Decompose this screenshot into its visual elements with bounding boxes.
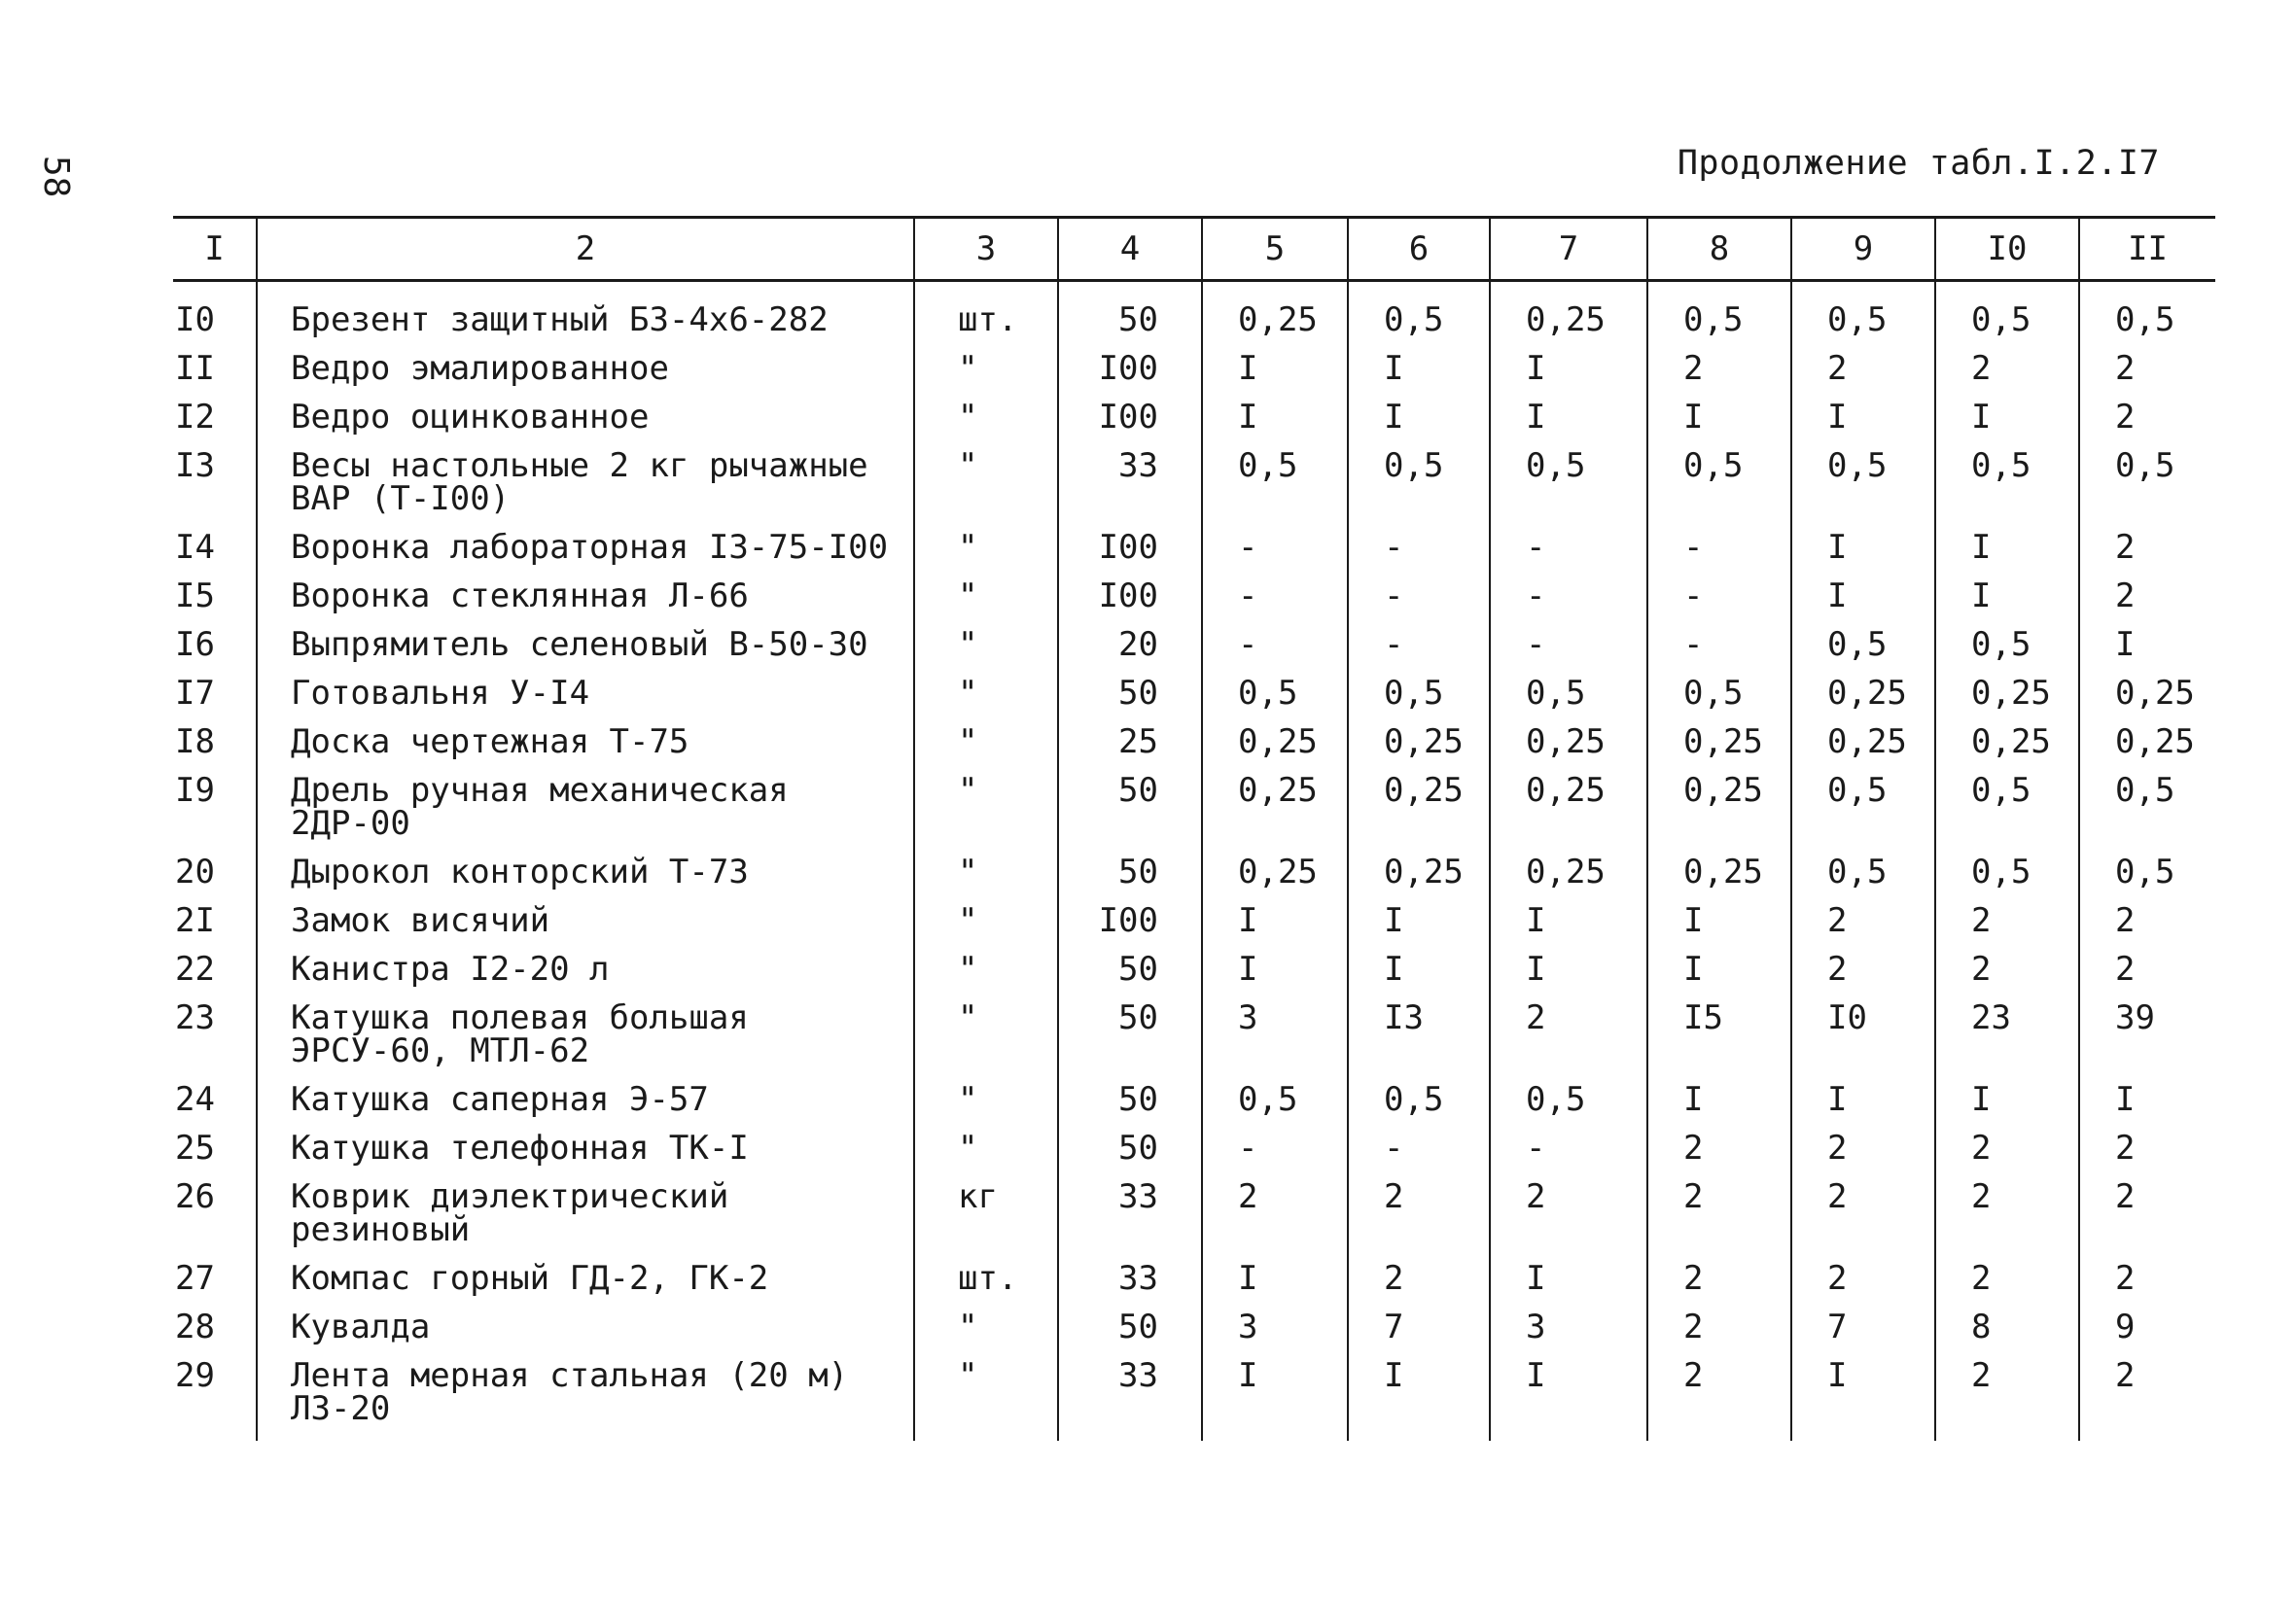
norm-col-8: 2 [1647, 1359, 1791, 1441]
row-number: 26 [175, 1177, 215, 1216]
norm-col-10: I [1935, 401, 2079, 449]
row-number: I9 [175, 771, 215, 810]
item-name: Воронка стеклянная Л-66 [257, 579, 914, 628]
norm-col-8: 2 [1647, 352, 1791, 401]
norm-col-6: - [1348, 579, 1490, 628]
table-row [173, 1310, 2215, 1359]
norm-col-7: - [1490, 531, 1647, 579]
unit: " [914, 1132, 1058, 1180]
norm-col-9: I [1791, 531, 1935, 579]
norm-col-8: 2 [1647, 1132, 1791, 1180]
norm-col-9: 2 [1791, 1132, 1935, 1180]
quantity: I00 [1058, 904, 1202, 953]
norm-col-5: - [1202, 579, 1348, 628]
unit: " [914, 725, 1058, 774]
norm-col-11: 0,5 [2079, 774, 2215, 856]
norm-col-7: - [1490, 628, 1647, 677]
row-number: I2 [175, 398, 215, 437]
norm-col-10: 2 [1935, 1132, 2079, 1180]
norm-col-10: 0,25 [1935, 725, 2079, 774]
norm-col-10: 8 [1935, 1310, 2079, 1359]
norm-col-7: I [1490, 1359, 1647, 1441]
row-number: 20 [175, 853, 215, 891]
norm-col-7: I [1490, 1262, 1647, 1310]
norm-col-6: 0,25 [1348, 774, 1490, 856]
item-name: Ведро эмалированное [257, 352, 914, 401]
row-number: 24 [175, 1080, 215, 1119]
norm-col-10: 0,25 [1935, 677, 2079, 725]
norm-col-9: I [1791, 1083, 1935, 1132]
norm-col-11: 2 [2079, 1180, 2215, 1262]
item-name: Лента мерная стальная (20 м) ЛЗ-20 [257, 1359, 914, 1441]
norm-col-6: 0,5 [1348, 449, 1490, 531]
item-name: Весы настольные 2 кг рычажные ВАР (Т-I00) [257, 449, 914, 531]
norm-col-8: 2 [1647, 1262, 1791, 1310]
norm-col-5: 0,5 [1202, 677, 1348, 725]
item-name: Готовальня У-I4 [257, 677, 914, 725]
quantity: I00 [1058, 579, 1202, 628]
item-name: Дрель ручная механическая 2ДР-00 [257, 774, 914, 856]
norm-col-9: 0,5 [1791, 281, 1935, 353]
norm-col-6: 0,25 [1348, 725, 1490, 774]
table-row [173, 1262, 2215, 1310]
table-row [173, 725, 2215, 774]
norm-col-5: 0,25 [1202, 725, 1348, 774]
norm-col-8: - [1647, 628, 1791, 677]
norm-col-5: I [1202, 953, 1348, 1001]
item-name: Брезент защитный БЗ-4х6-282 [257, 281, 914, 353]
table-row [173, 401, 2215, 449]
norm-col-10: 23 [1935, 1001, 2079, 1083]
norm-col-5: I [1202, 401, 1348, 449]
item-name: Коврик диэлектрический резиновый [257, 1180, 914, 1262]
column-header-9: 9 [1791, 218, 1935, 281]
row-number: I5 [175, 576, 215, 615]
table-row [173, 531, 2215, 579]
row-number: I6 [175, 625, 215, 664]
norm-col-11: 2 [2079, 1359, 2215, 1441]
table-row [173, 677, 2215, 725]
table-body [173, 281, 2215, 1442]
norm-col-11: 2 [2079, 1262, 2215, 1310]
norm-col-7: I [1490, 904, 1647, 953]
quantity: 25 [1058, 725, 1202, 774]
column-header-4: 4 [1058, 218, 1202, 281]
quantity: 50 [1058, 1132, 1202, 1180]
norm-col-7: I [1490, 401, 1647, 449]
norm-col-10: 0,5 [1935, 449, 2079, 531]
norm-col-6: - [1348, 628, 1490, 677]
norm-col-8: I [1647, 1083, 1791, 1132]
unit: " [914, 531, 1058, 579]
row-number: 25 [175, 1129, 215, 1168]
row-number: 28 [175, 1308, 215, 1346]
item-name: Дырокол конторский Т-73 [257, 856, 914, 904]
norm-col-5: I [1202, 352, 1348, 401]
norm-col-6: 7 [1348, 1310, 1490, 1359]
norm-col-7: 2 [1490, 1001, 1647, 1083]
norm-col-5: 2 [1202, 1180, 1348, 1262]
unit: " [914, 904, 1058, 953]
norm-col-10: 0,5 [1935, 281, 2079, 353]
norm-col-11: I [2079, 628, 2215, 677]
norm-col-6: I3 [1348, 1001, 1490, 1083]
norm-col-7: 3 [1490, 1310, 1647, 1359]
unit: " [914, 628, 1058, 677]
row-number: I7 [175, 674, 215, 713]
norm-col-8: 0,5 [1647, 281, 1791, 353]
quantity: 50 [1058, 774, 1202, 856]
norm-col-6: 0,25 [1348, 856, 1490, 904]
norm-col-5: I [1202, 904, 1348, 953]
table-row [173, 774, 2215, 856]
norm-col-10: 0,5 [1935, 856, 2079, 904]
norm-col-9: I [1791, 401, 1935, 449]
norm-col-11: I [2079, 1083, 2215, 1132]
norm-col-11: 2 [2079, 579, 2215, 628]
row-number: 2I [175, 901, 215, 940]
norm-col-11: 2 [2079, 953, 2215, 1001]
quantity: 50 [1058, 1001, 1202, 1083]
norm-col-10: 2 [1935, 1262, 2079, 1310]
equipment-table-container [173, 216, 2215, 1441]
quantity: 50 [1058, 1083, 1202, 1132]
unit: " [914, 401, 1058, 449]
norm-col-9: 2 [1791, 1262, 1935, 1310]
norm-col-5: I [1202, 1262, 1348, 1310]
unit: шт. [914, 1262, 1058, 1310]
norm-col-10: 2 [1935, 352, 2079, 401]
norm-col-7: 0,25 [1490, 856, 1647, 904]
norm-col-6: 0,5 [1348, 1083, 1490, 1132]
norm-col-9: I [1791, 579, 1935, 628]
norm-col-11: 0,5 [2079, 856, 2215, 904]
table-row [173, 1180, 2215, 1262]
norm-col-5: 0,25 [1202, 856, 1348, 904]
unit: " [914, 1359, 1058, 1441]
norm-col-8: 2 [1647, 1180, 1791, 1262]
norm-col-7: 0,5 [1490, 677, 1647, 725]
norm-col-8: 0,25 [1647, 774, 1791, 856]
norm-col-7: I [1490, 352, 1647, 401]
header-row [173, 218, 2215, 281]
norm-col-11: 9 [2079, 1310, 2215, 1359]
norm-col-8: - [1647, 531, 1791, 579]
unit: " [914, 953, 1058, 1001]
quantity: 50 [1058, 677, 1202, 725]
column-header-11: II [2079, 218, 2215, 281]
quantity: 50 [1058, 1310, 1202, 1359]
norm-col-7: 0,5 [1490, 449, 1647, 531]
norm-col-9: I [1791, 1359, 1935, 1441]
row-number: I0 [175, 300, 215, 339]
unit: " [914, 579, 1058, 628]
norm-col-6: 2 [1348, 1262, 1490, 1310]
table-row [173, 579, 2215, 628]
table-row [173, 449, 2215, 531]
table-row [173, 628, 2215, 677]
unit: " [914, 1310, 1058, 1359]
item-name: Катушка телефонная ТК-I [257, 1132, 914, 1180]
norm-col-6: - [1348, 531, 1490, 579]
norm-col-10: 2 [1935, 1180, 2079, 1262]
table-row [173, 856, 2215, 904]
norm-col-5: - [1202, 531, 1348, 579]
norm-col-7: 2 [1490, 1180, 1647, 1262]
norm-col-10: 0,5 [1935, 774, 2079, 856]
unit: " [914, 856, 1058, 904]
norm-col-5: 3 [1202, 1310, 1348, 1359]
quantity: 33 [1058, 449, 1202, 531]
norm-col-10: I [1935, 579, 2079, 628]
row-number: I3 [175, 446, 215, 485]
column-header-8: 8 [1647, 218, 1791, 281]
norm-col-6: - [1348, 1132, 1490, 1180]
norm-col-8: 0,25 [1647, 856, 1791, 904]
row-number: 23 [175, 998, 215, 1037]
item-name: Компас горный ГД-2, ГК-2 [257, 1262, 914, 1310]
item-name: Выпрямитель селеновый В-50-30 [257, 628, 914, 677]
norm-col-6: 2 [1348, 1180, 1490, 1262]
norm-col-6: 0,5 [1348, 281, 1490, 353]
column-header-3: 3 [914, 218, 1058, 281]
norm-col-10: I [1935, 531, 2079, 579]
unit: " [914, 352, 1058, 401]
norm-col-8: 0,25 [1647, 725, 1791, 774]
table-row [173, 1359, 2215, 1441]
column-header-7: 7 [1490, 218, 1647, 281]
norm-col-11: 0,25 [2079, 677, 2215, 725]
unit: " [914, 1001, 1058, 1083]
unit: кг [914, 1180, 1058, 1262]
column-header-6: 6 [1348, 218, 1490, 281]
norm-col-9: 0,25 [1791, 725, 1935, 774]
unit: " [914, 1083, 1058, 1132]
norm-col-11: 2 [2079, 1132, 2215, 1180]
item-name: Катушка полевая большая ЭРСУ-60, МТЛ-62 [257, 1001, 914, 1083]
norm-col-8: 0,5 [1647, 677, 1791, 725]
norm-col-6: I [1348, 401, 1490, 449]
item-name: Канистра I2-20 л [257, 953, 914, 1001]
unit: шт. [914, 281, 1058, 353]
norm-col-9: I0 [1791, 1001, 1935, 1083]
row-number: 22 [175, 950, 215, 989]
unit: " [914, 449, 1058, 531]
page-number: 58 [36, 156, 76, 198]
norm-col-6: I [1348, 904, 1490, 953]
table-row [173, 953, 2215, 1001]
table-row [173, 281, 2215, 353]
quantity: I00 [1058, 352, 1202, 401]
quantity: 33 [1058, 1262, 1202, 1310]
norm-col-9: 0,5 [1791, 449, 1935, 531]
column-header-10: I0 [1935, 218, 2079, 281]
quantity: 33 [1058, 1359, 1202, 1441]
column-header-1: I [173, 218, 257, 281]
norm-col-8: 0,5 [1647, 449, 1791, 531]
norm-col-5: I [1202, 1359, 1348, 1441]
norm-col-7: 0,25 [1490, 281, 1647, 353]
quantity: I00 [1058, 401, 1202, 449]
item-name: Кувалда [257, 1310, 914, 1359]
quantity: 50 [1058, 953, 1202, 1001]
item-name: Катушка саперная Э-57 [257, 1083, 914, 1132]
item-name: Доска чертежная Т-75 [257, 725, 914, 774]
norm-col-11: 0,25 [2079, 725, 2215, 774]
norm-col-7: 0,25 [1490, 774, 1647, 856]
norm-col-11: 2 [2079, 904, 2215, 953]
norm-col-9: 2 [1791, 352, 1935, 401]
norm-col-8: I [1647, 953, 1791, 1001]
norm-col-11: 39 [2079, 1001, 2215, 1083]
norm-col-6: I [1348, 352, 1490, 401]
column-header-5: 5 [1202, 218, 1348, 281]
table-row [173, 1083, 2215, 1132]
norm-col-5: - [1202, 628, 1348, 677]
row-number: I8 [175, 722, 215, 761]
column-header-2: 2 [257, 218, 914, 281]
norm-col-6: I [1348, 953, 1490, 1001]
norm-col-5: 0,25 [1202, 774, 1348, 856]
norm-col-7: 0,25 [1490, 725, 1647, 774]
norm-col-8: 2 [1647, 1310, 1791, 1359]
table-row [173, 1132, 2215, 1180]
norm-col-8: - [1647, 579, 1791, 628]
quantity: I00 [1058, 531, 1202, 579]
norm-col-9: 2 [1791, 953, 1935, 1001]
item-name: Воронка лабораторная I3-75-I00 [257, 531, 914, 579]
norm-col-7: - [1490, 579, 1647, 628]
quantity: 20 [1058, 628, 1202, 677]
norm-col-8: I [1647, 904, 1791, 953]
norm-col-5: 0,5 [1202, 1083, 1348, 1132]
unit: " [914, 774, 1058, 856]
norm-col-6: 0,5 [1348, 677, 1490, 725]
norm-col-9: 2 [1791, 904, 1935, 953]
equipment-table [173, 216, 2215, 1441]
item-name: Замок висячий [257, 904, 914, 953]
item-name: Ведро оцинкованное [257, 401, 914, 449]
norm-col-8: I [1647, 401, 1791, 449]
table-row [173, 904, 2215, 953]
norm-col-5: 0,5 [1202, 449, 1348, 531]
norm-col-10: 0,5 [1935, 628, 2079, 677]
norm-col-5: - [1202, 1132, 1348, 1180]
norm-col-11: 0,5 [2079, 281, 2215, 353]
norm-col-9: 0,5 [1791, 628, 1935, 677]
norm-col-7: 0,5 [1490, 1083, 1647, 1132]
norm-col-9: 0,25 [1791, 677, 1935, 725]
norm-col-10: 2 [1935, 904, 2079, 953]
norm-col-5: 0,25 [1202, 281, 1348, 353]
row-number: 27 [175, 1259, 215, 1298]
norm-col-11: 2 [2079, 401, 2215, 449]
row-number: I4 [175, 528, 215, 567]
norm-col-9: 7 [1791, 1310, 1935, 1359]
norm-col-9: 0,5 [1791, 856, 1935, 904]
table-row [173, 352, 2215, 401]
norm-col-8: I5 [1647, 1001, 1791, 1083]
norm-col-10: 2 [1935, 953, 2079, 1001]
norm-col-5: 3 [1202, 1001, 1348, 1083]
quantity: 50 [1058, 281, 1202, 353]
norm-col-9: 0,5 [1791, 774, 1935, 856]
norm-col-11: 2 [2079, 352, 2215, 401]
norm-col-10: I [1935, 1083, 2079, 1132]
quantity: 50 [1058, 856, 1202, 904]
norm-col-11: 2 [2079, 531, 2215, 579]
row-number: 29 [175, 1356, 215, 1395]
table-caption: Продолжение табл.I.2.I7 [1677, 144, 2160, 183]
table-row [173, 1001, 2215, 1083]
norm-col-11: 0,5 [2079, 449, 2215, 531]
norm-col-7: - [1490, 1132, 1647, 1180]
quantity: 33 [1058, 1180, 1202, 1262]
norm-col-7: I [1490, 953, 1647, 1001]
norm-col-6: I [1348, 1359, 1490, 1441]
norm-col-9: 2 [1791, 1180, 1935, 1262]
table-header [173, 218, 2215, 281]
norm-col-10: 2 [1935, 1359, 2079, 1441]
row-number: II [175, 349, 215, 388]
unit: " [914, 677, 1058, 725]
